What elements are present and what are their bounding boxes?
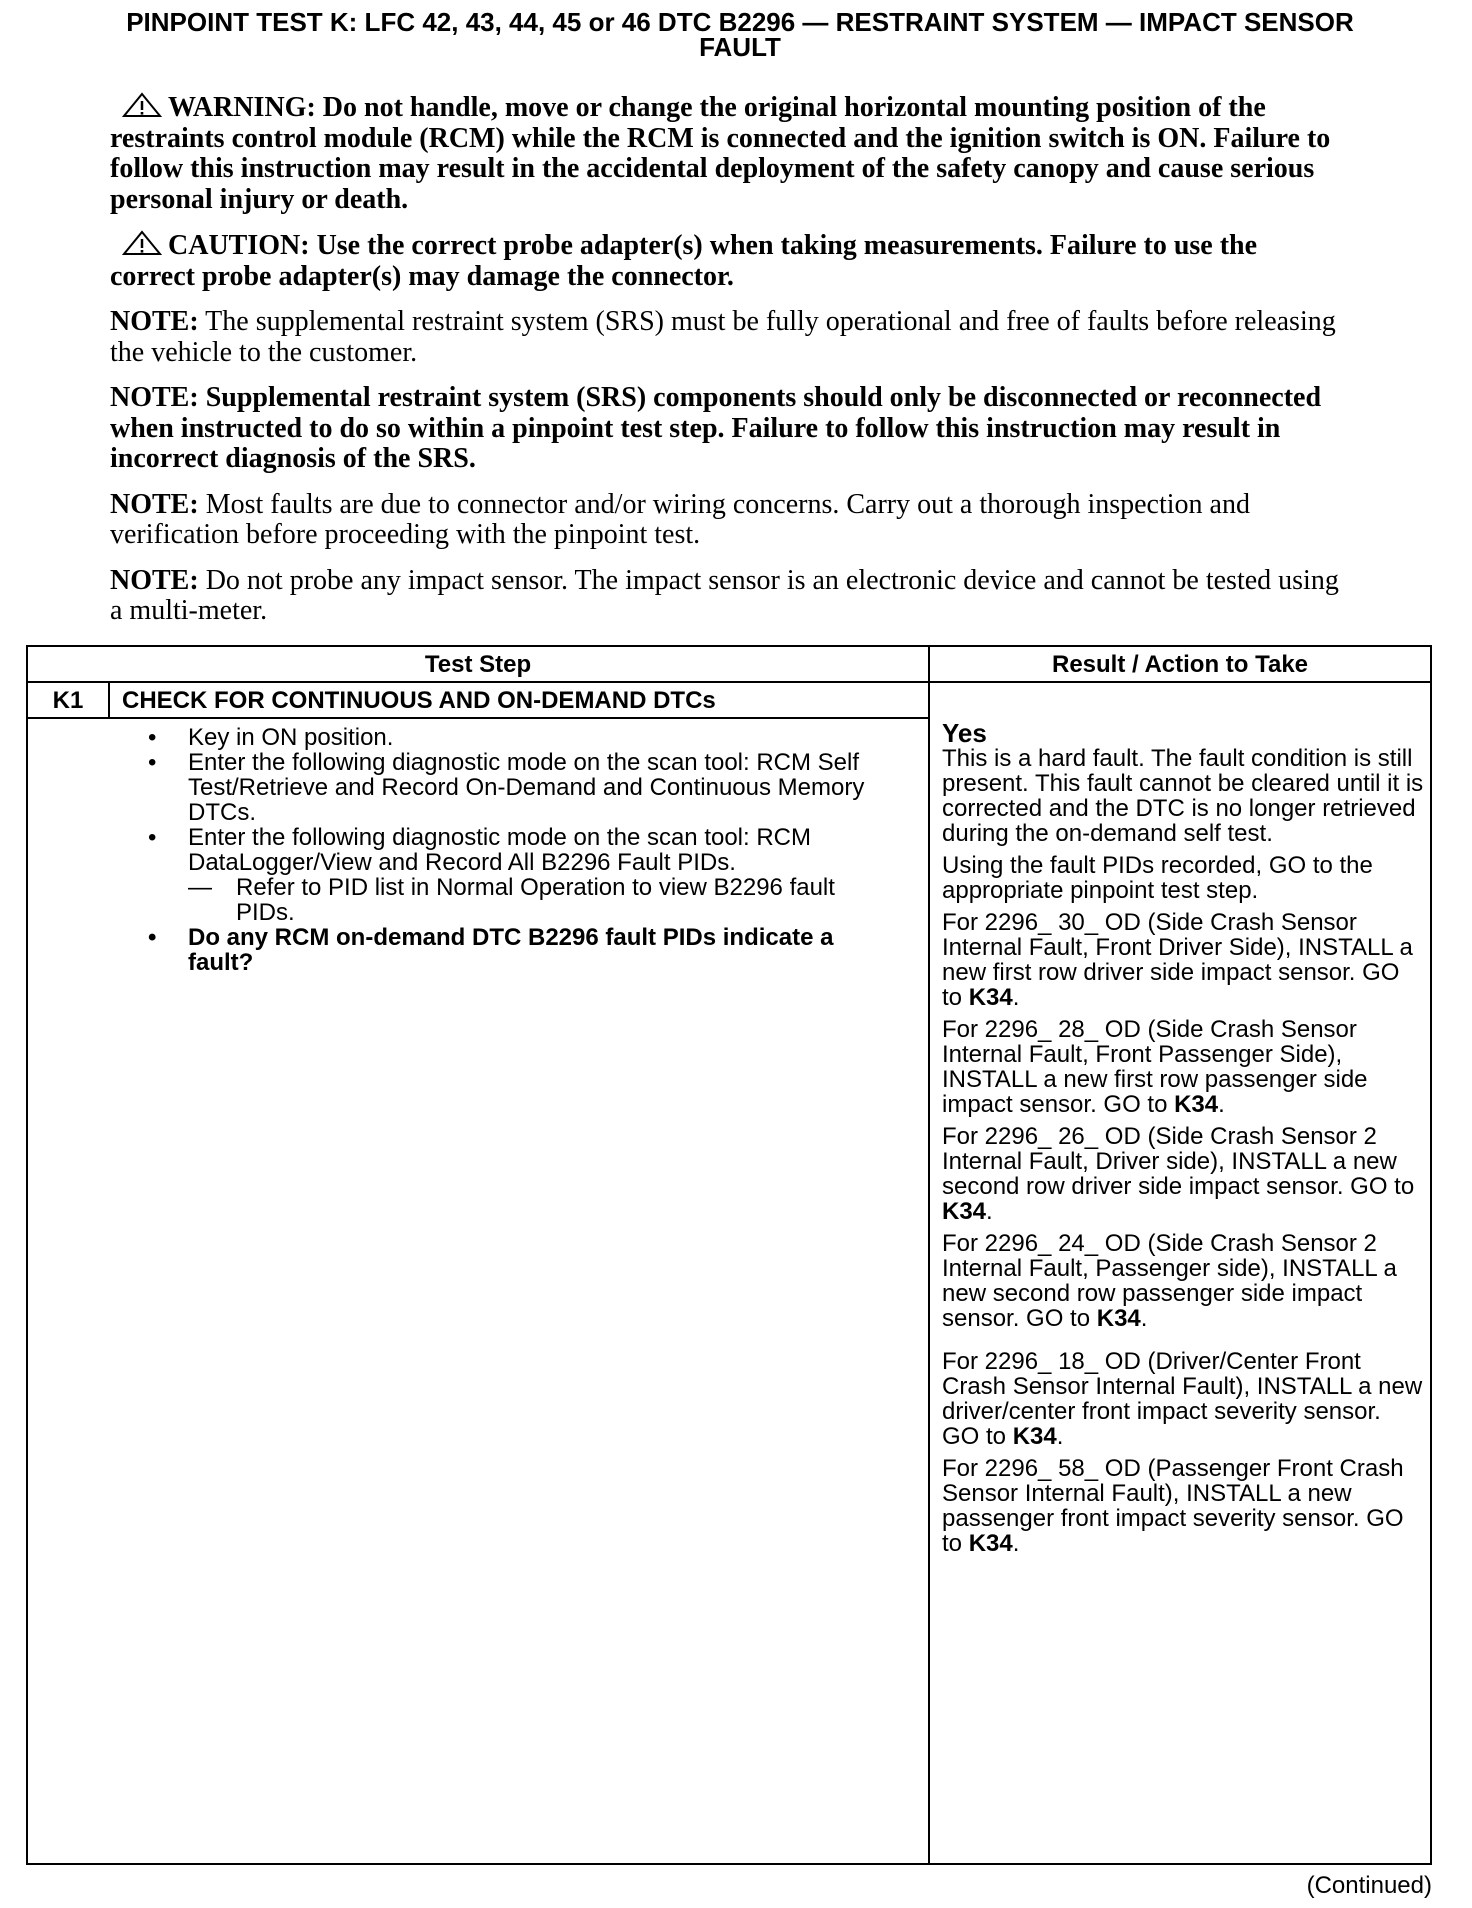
goto-link-6[interactable]: K34	[968, 1530, 1013, 1557]
warning-text: Do not handle, move or change the original horizontal mounting position of the restraints control module (RCM) while the RCM is connected and the ignition switch is ON. Failure to follow this instruction may result in the accidental deployment of the safety canopy and cause serious personal injury or death.	[110, 92, 1331, 215]
goto-link-5[interactable]: K34	[1012, 1423, 1057, 1450]
goto-link-2[interactable]: K34	[1174, 1091, 1219, 1118]
note-2	[110, 383, 1340, 475]
list-item: • Enter the following diagnostic mode on the scan tool: RCM DataLogger/View and Record All B2296 Fault PIDs.	[148, 824, 812, 876]
goto-link-4[interactable]: K34	[1096, 1305, 1141, 1332]
note-1-label: NOTE:	[110, 306, 199, 337]
note-4-text: Do not probe any impact sensor. The impact sensor is an electronic device and cannot be tested using a multi-meter.	[110, 564, 1339, 626]
result-text-1: This is a hard fault. The fault condition is still present. This fault cannot be cleared until it is corrected and the DTC is no longer retrieved during the on-demand self test.	[942, 745, 1424, 847]
result-text-5: For 2296_ 26_ OD (Side Crash Sensor 2 Internal Fault, Driver side), INSTALL a new second row driver side impact sensor. GO to K34.	[942, 1123, 1415, 1225]
result-cell	[929, 682, 1431, 1864]
caution-triangle-icon	[122, 230, 162, 256]
warning-label: WARNING:	[168, 92, 316, 123]
pinpoint-test-table	[26, 645, 1432, 1865]
result-text-3-body: For 2296_ 30_ OD (Side Crash Sensor Internal Fault, Front Driver Side), INSTALL a new first row driver side impact sensor. GO to	[942, 909, 1413, 1011]
note-4-label: NOTE:	[110, 564, 199, 596]
title-line-2: FAULT	[699, 32, 781, 62]
list-item: • Key in ON position.	[148, 724, 394, 751]
result-text-4-body: For 2296_ 28_ OD (Side Crash Sensor Internal Fault, Front Passenger Side), INSTALL a new first row passenger side impact sensor. GO to	[942, 1016, 1368, 1118]
note-3-label: NOTE:	[110, 488, 199, 520]
result-text-8-body: For 2296_ 58_ OD (Passenger Front Crash Sensor Internal Fault), INSTALL a new passenger front impact severity sensor. GO to	[942, 1455, 1404, 1557]
continued-label: (Continued)	[1306, 1872, 1432, 1899]
note-1-text: The supplemental restraint system (SRS) must be fully operational and free of faults before releasing the vehicle to the customer.	[110, 306, 1336, 368]
test-step-header: Test Step	[27, 646, 929, 682]
warning-triangle-icon	[122, 92, 162, 118]
title-line-1: PINPOINT TEST K: LFC 42, 43, 44, 45 or 46 DTC B2296 — RESTRAINT SYSTEM — IMPACT SENSOR	[126, 7, 1354, 37]
step-instructions	[27, 718, 929, 1864]
result-text-5-body: For 2296_ 26_ OD (Side Crash Sensor 2 Internal Fault, Driver side), INSTALL a new second row driver side impact sensor. GO to	[942, 1123, 1415, 1200]
yes-label: Yes	[942, 718, 987, 748]
step-title-row	[27, 682, 1431, 718]
result-text-7: For 2296_ 18_ OD (Driver/Center Front Crash Sensor Internal Fault), INSTALL a new driver/center front impact severity sensor. GO to K34.	[942, 1348, 1423, 1450]
step-title: CHECK FOR CONTINUOUS AND ON-DEMAND DTCs	[109, 682, 929, 718]
result-header: Result / Action to Take	[929, 646, 1431, 682]
note-3-text: Most faults are due to connector and/or wiring concerns. Carry out a thorough inspection and verification before proceeding with the pinpoint test.	[110, 488, 1250, 550]
note-3	[110, 490, 1340, 551]
result-text-7-body: For 2296_ 18_ OD (Driver/Center Front Crash Sensor Internal Fault), INSTALL a new driver/center front impact severity sensor. GO to	[942, 1348, 1423, 1450]
goto-link-3[interactable]: K34	[942, 1198, 987, 1225]
result-text-6-body: For 2296_ 24_ OD (Side Crash Sensor 2 Internal Fault, Passenger side), INSTALL a new second row passenger side impact sensor. GO to	[942, 1230, 1397, 1332]
note-2-label: NOTE:	[110, 382, 199, 413]
result-text-6: For 2296_ 24_ OD (Side Crash Sensor 2 Internal Fault, Passenger side), INSTALL a new second row passenger side impact sensor. GO to K34.	[942, 1230, 1397, 1332]
table-header-row	[27, 646, 1431, 682]
result-text-3: For 2296_ 30_ OD (Side Crash Sensor Internal Fault, Front Driver Side), INSTALL a new first row driver side impact sensor. GO to K34.	[942, 909, 1413, 1011]
result-text-8: For 2296_ 58_ OD (Passenger Front Crash Sensor Internal Fault), INSTALL a new passenger front impact severity sensor. GO to K34.	[942, 1455, 1404, 1557]
question-item: • Do any RCM on-demand DTC B2296 fault PIDs indicate a fault?	[148, 924, 834, 976]
caution-paragraph	[110, 230, 1340, 292]
result-text-2: Using the fault PIDs recorded, GO to the appropriate pinpoint test step.	[942, 852, 1373, 904]
caution-label: CAUTION:	[168, 230, 310, 261]
step-id: K1	[27, 682, 109, 718]
sub-list-item: — Refer to PID list in Normal Operation to view B2296 fault PIDs.	[188, 874, 835, 926]
warning-paragraph	[110, 92, 1340, 215]
note-2-text: Supplemental restraint system (SRS) components should only be disconnected or reconnected when instructed to do so within a pinpoint test step. Failure to follow this instruction may result in incorrect diagnosis of the SRS.	[110, 382, 1322, 474]
page-title	[40, 7, 1440, 62]
note-1	[110, 307, 1340, 368]
result-text-4: For 2296_ 28_ OD (Side Crash Sensor Internal Fault, Front Passenger Side), INSTALL a new first row passenger side impact sensor. GO to K34.	[942, 1016, 1368, 1118]
notes-section	[110, 92, 1340, 642]
list-item: • Enter the following diagnostic mode on the scan tool: RCM Self Test/Retrieve and Record On-Demand and Continuous Memory DTCs.	[148, 749, 865, 826]
note-4	[110, 566, 1340, 627]
instruction-list	[28, 725, 888, 975]
goto-link-1[interactable]: K34	[968, 984, 1013, 1011]
caution-text: Use the correct probe adapter(s) when taking measurements. Failure to use the correct probe adapter(s) may damage the connector.	[110, 230, 1258, 292]
